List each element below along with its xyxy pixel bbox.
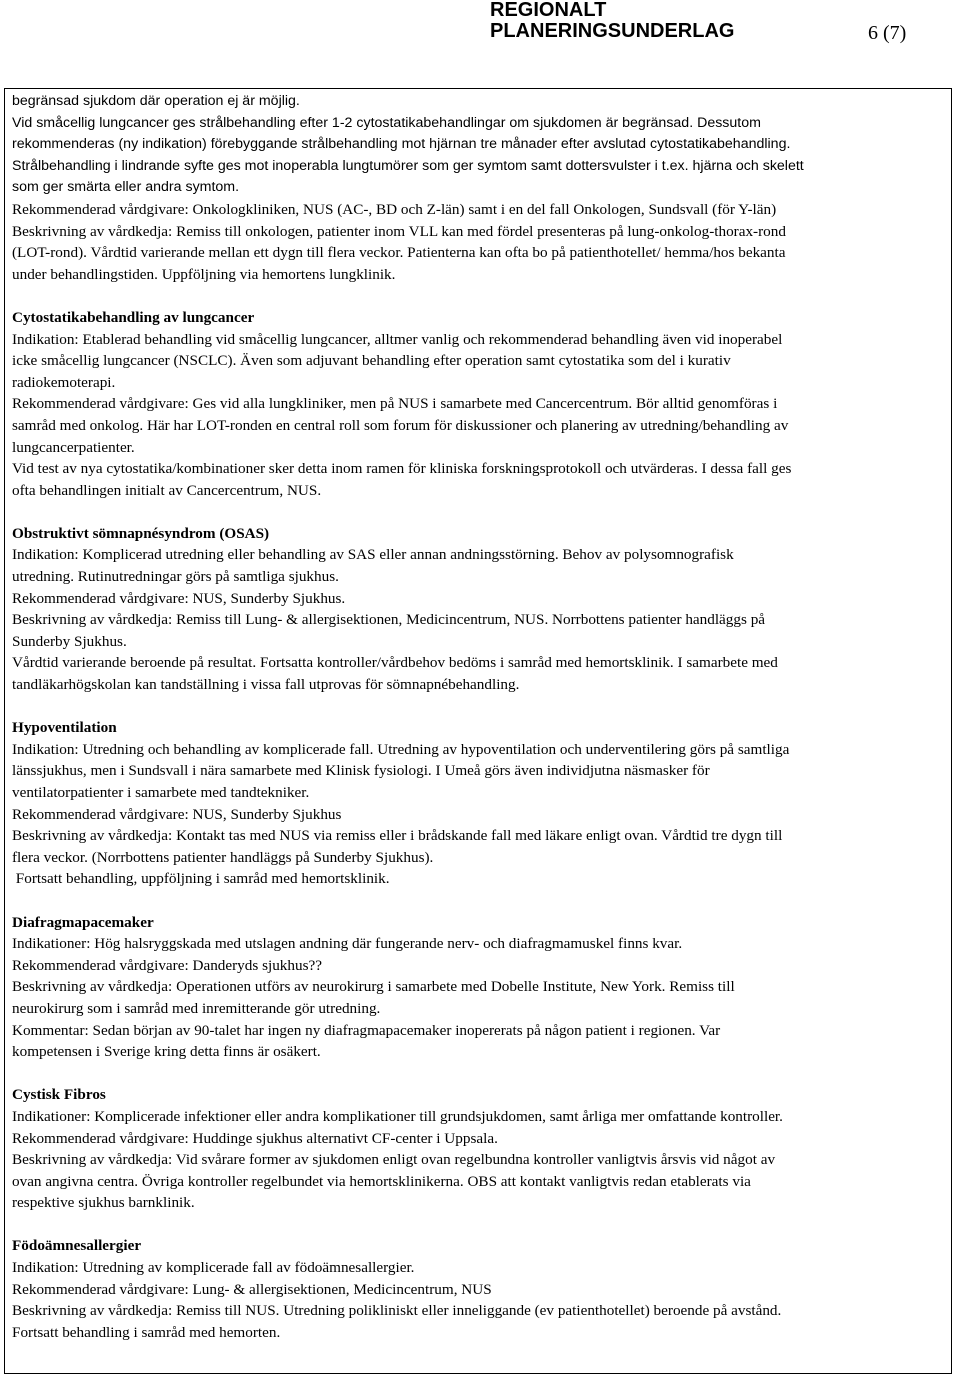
intro-line: Beskrivning av vårdkedja: Remiss till onkologen, patienter inom VLL kan med fördel presenteras på lung-onkolog-thorax-rond: [12, 222, 786, 240]
section-line: Indikationer: Komplicerade infektioner eller andra komplikationer till grundsjukdomen, samt årliga mer omfattande kontroller.: [12, 1107, 783, 1125]
section-heading: Diafragmapacemaker: [12, 913, 154, 931]
section-line: Indikation: Utredning och behandling av komplicerade fall. Utredning av hypoventilation och underventilering görs på samtliga: [12, 740, 790, 758]
section-line: Rekommenderad vårdgivare: NUS, Sunderby Sjukhus: [12, 805, 342, 823]
section-line: Rekommenderad vårdgivare: NUS, Sunderby Sjukhus.: [12, 589, 346, 607]
intro-line: begränsad sjukdom där operation ej är möjlig.: [12, 93, 300, 109]
document-title: REGIONALT PLANERINGSUNDERLAG: [490, 0, 735, 42]
section-line: Fortsatt behandling i samråd med hemorten.: [12, 1323, 281, 1341]
section-hypoventilation: [12, 717, 948, 890]
section-line: Beskrivning av vårdkedja: Operationen utförs av neurokirurg i samarbete med Dobelle Institute, New York. Remiss till: [12, 978, 735, 996]
section-line: utredning. Rutinutredningar görs på samtliga sjukhus.: [12, 568, 339, 586]
section-heading: Obstruktivt sömnapnésyndrom (OSAS): [12, 524, 270, 542]
section-heading: Cytostatikabehandling av lungcancer: [12, 308, 255, 326]
section-heading: Hypoventilation: [12, 719, 117, 737]
section-line: Rekommenderad vårdgivare: Danderyds sjukhus??: [12, 956, 322, 974]
section-cytostatika: [12, 307, 948, 501]
intro-line: rekommenderas (ny indikation) förebyggande strålbehandling mot hjärnan tre månader efter avslutad cytostatikabehandling.: [12, 136, 791, 153]
section-line: Rekommenderad vårdgivare: Huddinge sjukhus alternativt CF-center i Uppsala.: [12, 1129, 498, 1147]
section-line: ovan angivna centra. Övriga kontroller regelbundet via hemortsklinikerna. OBS att kontakt vanligtvis redan etablerats via: [12, 1172, 751, 1190]
section-cystisk-fibros: [12, 1084, 948, 1214]
section-heading: Cystisk Fibros: [12, 1086, 106, 1104]
section-line: icke småcellig lungcancer (NSCLC). Även som adjuvant behandling efter operation samt cytostatika som del i kurativ: [12, 352, 731, 370]
section-line: Beskrivning av vårdkedja: Remiss till NUS. Utredning polikliniskt eller inneliggande (ev patienthotellet) beroende på avstånd.: [12, 1302, 782, 1320]
section-line: lungcancerpatienter.: [12, 438, 135, 456]
section-line: Beskrivning av vårdkedja: Vid svårare former av sjukdomen enligt ovan regelbundna kontroller vanligtvis årsvis vid något av: [12, 1151, 776, 1169]
section-line: Kommentar: Sedan början av 90-talet har ingen ny diafragmapacemaker inopererats på någon patient i regionen. Var: [12, 1021, 721, 1039]
section-line: Indikationer: Hög halsryggskada med utslagen andning där fungerande nerv- och diafragmamuskel finns kvar.: [12, 935, 683, 953]
intro-line: Vid småcellig lungcancer ges strålbehandling efter 1-2 cytostatikabehandlingar om sjukdomen är begränsad. Dessutom: [12, 114, 761, 131]
intro-line: som ger smärta eller andra symtom.: [12, 179, 240, 196]
section-line: Indikation: Etablerad behandling vid småcellig lungcancer, alltmer vanlig och rekommenderad behandling även vid inoperabel: [12, 330, 783, 348]
section-fodoamnesallergier: [12, 1235, 948, 1343]
section-line: tandläkarhögskolan kan tandställning i vissa fall utprovas för sömnapnébehandling.: [12, 676, 520, 694]
section-line: respektive sjukhus barnklinik.: [12, 1194, 195, 1212]
intro-line: (LOT-rond). Vårdtid varierande mellan ett dygn till flera veckor. Patienterna kan ofta bo på patienthotellet/ hemma/hos bekanta: [12, 244, 786, 262]
section-line: Indikation: Utredning av komplicerade fall av födoämnesallergier.: [12, 1259, 415, 1277]
section-line: Vid test av nya cytostatika/kombinationer sker detta inom ramen för kliniska forskningsprotokoll och utvärderas. I dessa fall ges: [12, 460, 792, 478]
document-body: [12, 91, 948, 1343]
section-line: ventilatorpatienter i samarbete med tandtekniker.: [12, 784, 310, 801]
intro-block: [12, 91, 948, 285]
intro-line: under behandlingstiden. Uppföljning via hemortens lungklinik.: [12, 265, 396, 283]
section-heading: Födoämnesallergier: [12, 1237, 142, 1255]
section-line: samråd med onkolog. Här har LOT-ronden en central roll som forum för diskussioner och planering av utredning/behandling av: [12, 416, 789, 434]
section-line: Indikation: Komplicerad utredning eller behandling av SAS eller annan andningsstörning. Behov av polysomnografisk: [12, 546, 734, 564]
intro-line: Strålbehandling i lindrande syfte ges mot inoperabla lungtumörer som ger symtom samt dottersvulster i t.ex. hjärna och skelett: [12, 157, 804, 174]
section-line: Sunderby Sjukhus.: [12, 632, 127, 650]
section-line: Fortsatt behandling, uppföljning i samråd med hemortsklinik.: [12, 870, 390, 888]
section-diafragmapacemaker: [12, 912, 948, 1063]
section-line: Rekommenderad vårdgivare: Lung- & allergisektionen, Medicincentrum, NUS: [12, 1280, 492, 1298]
section-line: länssjukhus, men i Sundsvall i nära samarbete med Klinisk fysiologi. I Umeå görs även individjutna näsmasker för: [12, 762, 710, 780]
section-line: Beskrivning av vårdkedja: Kontakt tas med NUS via remiss eller i brådskande fall med läkare enligt ovan. Vårdtid tre dygn till: [12, 827, 783, 845]
section-line: Beskrivning av vårdkedja: Remiss till Lung- & allergisektionen, Medicincentrum, NUS. Norrbottens patienter handläggs på: [12, 611, 766, 629]
intro-line: Rekommenderad vårdgivare: Onkologkliniken, NUS (AC-, BD och Z-län) samt i en del fall Onkologen, Sundsvall (för Y-län): [12, 200, 777, 218]
page-header: [0, 0, 960, 88]
section-line: Vårdtid varierande beroende på resultat. Fortsatta kontroller/vårdbehov bedöms i samråd med hemortsklinik. I samarbete med: [12, 654, 778, 672]
section-line: Rekommenderad vårdgivare: Ges vid alla lungkliniker, men på NUS i samarbete med Cancercentrum. Bör alltid genomföras i: [12, 395, 778, 413]
section-line: radiokemoterapi.: [12, 373, 116, 391]
section-line: ofta behandlingen initialt av Cancercentrum, NUS.: [12, 481, 322, 499]
section-line: neurokirurg som i samråd med inremitterande gör utredning.: [12, 999, 381, 1017]
section-line: flera veckor. (Norrbottens patienter handläggs på Sunderby Sjukhus).: [12, 848, 434, 866]
section-line: kompetensen i Sverige kring detta finns är osäkert.: [12, 1043, 321, 1061]
page-number: 6 (7): [868, 22, 907, 44]
section-osas: [12, 523, 948, 696]
